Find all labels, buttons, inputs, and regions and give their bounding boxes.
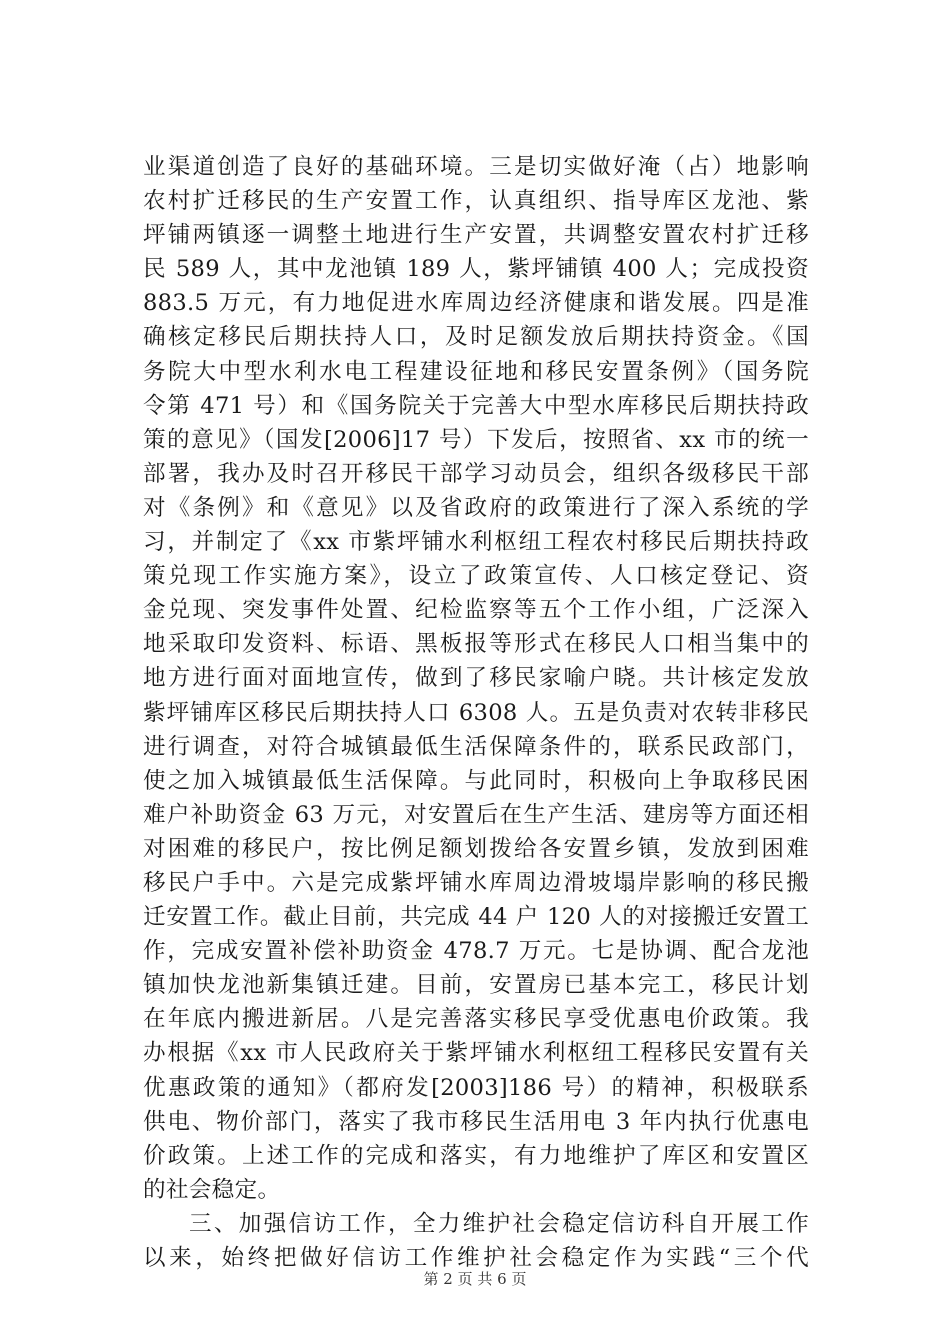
text-line: 镇加快龙池新集镇迁建。目前，安置房已基本完工，移民计划 [143,972,809,999]
text-line: 使之加入城镇最低生活保障。与此同时，积极向上争取移民困 [143,767,809,794]
text-line: 供电、物价部门，落实了我市移民生活用电 3 年内执行优惠电 [143,1108,809,1135]
text-line: 策兑现工作实施方案》，设立了政策宣传、人口核定登记、资 [143,563,809,590]
text-line: 部署，我办及时召开移民干部学习动员会，组织各级移民干部 [143,460,809,487]
text-line: 办根据《xx 市人民政府关于紫坪铺水利枢纽工程移民安置有关 [143,1040,809,1067]
text-line: 难户补助资金 63 万元，对安置后在生产生活、建房等方面还相 [143,801,809,828]
text-line: 优惠政策的通知》（都府发[2003]186 号）的精神，积极联系 [143,1074,809,1101]
text-line: 移民户手中。六是完成紫坪铺水库周边滑坡塌岸影响的移民搬 [143,869,809,896]
text-line: 务院大中型水利水电工程建设征地和移民安置条例》（国务院 [143,358,809,385]
page-number-footer: 第 2 页 共 6 页 [423,1270,527,1288]
text-line: 习，并制定了《xx 市紫坪铺水利枢纽工程农村移民后期扶持政 [143,529,809,556]
text-line: 民 589 人，其中龙池镇 189 人，紫坪铺镇 400 人；完成投资 [143,256,809,283]
text-line: 进行调查，对符合城镇最低生活保障条件的，联系民政部门， [143,733,809,760]
text-line: 紫坪铺库区移民后期扶持人口 6308 人。五是负责对农转非移民 [143,699,809,726]
text-line: 金兑现、突发事件处置、纪检监察等五个工作小组，广泛深入 [143,597,809,624]
text-line: 对困难的移民户，按比例足额划拨给各安置乡镇，发放到困难 [143,835,809,862]
document-body [143,150,809,1275]
text-line: 以来，始终把做好信访工作维护社会稳定作为实践“三个代 [143,1245,809,1271]
text-line: 策的意见》（国发[2006]17 号）下发后，按照省、xx 市的统一 [143,426,809,453]
text-line: 883.5 万元，有力地促进水库周边经济健康和谐发展。四是准 [143,290,809,317]
text-line: 令第 471 号）和《国务院关于完善大中型水库移民后期扶持政 [143,392,809,419]
text-line: 坪铺两镇逐一调整土地进行生产安置，共调整安置农村扩迁移 [143,222,809,249]
text-line: 地方进行面对面地宣传，做到了移民家喻户晓。共计核定发放 [143,665,809,692]
text-line: 价政策。上述工作的完成和落实，有力地维护了库区和安置区 [143,1142,809,1169]
section-heading-line: 三、加强信访工作，全力维护社会稳定信访科自开展工作 [189,1210,809,1237]
text-line: 对《条例》和《意见》以及省政府的政策进行了深入系统的学 [143,494,809,521]
paragraph-end-line: 的社会稳定。 [143,1176,281,1203]
text-line: 地采取印发资料、标语、黑板报等形式在移民人口相当集中的 [143,631,809,658]
text-line: 农村扩迁移民的生产安置工作，认真组织、指导库区龙池、紫 [143,188,809,215]
text-line: 业渠道创造了良好的基础环境。三是切实做好淹（占）地影响 [143,154,809,180]
text-line: 在年底内搬进新居。八是完善落实移民享受优惠电价政策。我 [143,1006,809,1033]
text-line: 作，完成安置补偿补助资金 478.7 万元。七是协调、配合龙池 [143,938,809,965]
text-line: 迁安置工作。截止目前，共完成 44 户 120 人的对接搬迁安置工 [143,904,809,931]
text-line: 确核定移民后期扶持人口，及时足额发放后期扶持资金。《国 [143,324,809,351]
